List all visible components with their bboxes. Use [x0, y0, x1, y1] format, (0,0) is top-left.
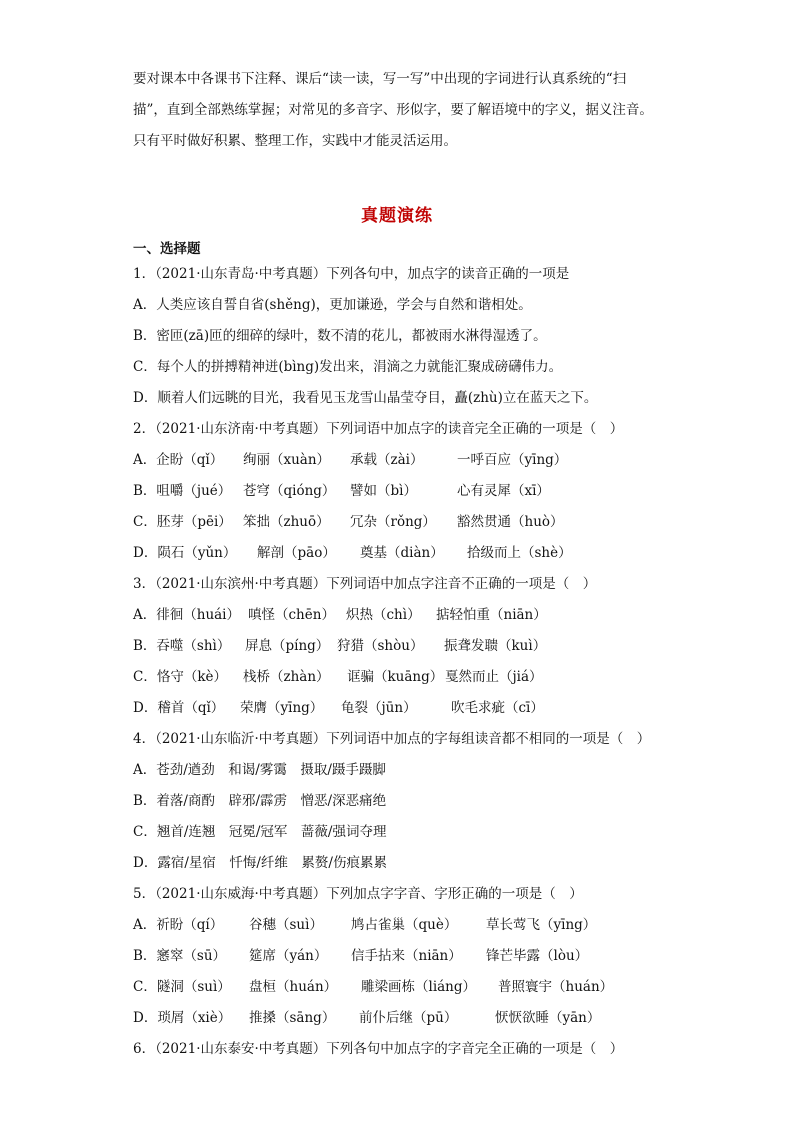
option-word: C．隧洞（suì） — [133, 979, 231, 995]
option-word: 振聋发聩（kuì） — [444, 638, 547, 654]
option-word: 嗔怪（chēn） — [248, 607, 335, 623]
option-word: 恹恹欲睡（yān） — [495, 1010, 601, 1026]
option-word: 承载（zài） — [350, 452, 424, 468]
option-word: B．窸窣（sū） — [133, 948, 227, 964]
option-word: 盘桓（huán） — [249, 979, 338, 995]
option-word: 信手拈来（niān） — [351, 948, 462, 964]
question-stem: 1．（2021·山东青岛·中考真题）下列各句中，加点字的读音正确的一项是 — [133, 266, 570, 282]
question-option — [133, 910, 693, 941]
option-word: B．吞噬（shì） — [133, 638, 231, 654]
intro-paragraph — [133, 64, 673, 157]
section-title: 真题演练 — [361, 206, 433, 226]
option-word: 诓骗（kuāng） — [347, 669, 444, 685]
question-option: B．着落/商酌 辟邪/霹雳 憎恶/深恶痛绝 — [133, 793, 387, 809]
option-word: A．企盼（qǐ） — [133, 452, 224, 468]
question-stem: 3．（2021·山东滨州·中考真题）下列词语中加点字注音不正确的一项是（ ） — [133, 576, 597, 592]
option-word: 一呼百应（yīng） — [457, 452, 568, 468]
intro-line: 只有平时做好积累、整理工作，实践中才能灵活运用。 — [133, 133, 457, 149]
option-word: 谷穗（suì） — [249, 917, 323, 933]
option-word: 笨拙（zhuō） — [243, 514, 330, 530]
question-stem: 5．（2021·山东威海·中考真题）下列加点字字音、字形正确的一项是（ ） — [133, 886, 583, 902]
question-option — [133, 600, 693, 631]
part-heading: 一、选择题 — [133, 241, 201, 257]
option-word: 苍穹（qióng） — [243, 483, 336, 499]
question-option: B．密匝(zā)匝的细碎的绿叶，数不清的花儿，都被雨水淋得湿透了。 — [133, 328, 547, 344]
option-word: 冗杂（rǒng） — [350, 514, 436, 530]
question-option — [133, 445, 693, 476]
question-option — [133, 538, 693, 569]
option-word: 荣膺（yīng） — [240, 700, 324, 716]
option-word: C．恪守（kè） — [133, 669, 227, 685]
option-word: 龟裂（jūn） — [341, 700, 417, 716]
question-option — [133, 631, 693, 662]
option-word: D．陨石（yǔn） — [133, 545, 237, 561]
option-word: 屏息（píng） — [245, 638, 330, 654]
question-option — [133, 693, 693, 724]
question-option: C．翘首/连翘 冠冕/冠军 蔷薇/强词夺理 — [133, 824, 387, 840]
option-word: 解剖（pāo） — [257, 545, 336, 561]
question-option — [133, 972, 693, 1003]
option-word: 狩猎（shòu） — [337, 638, 424, 654]
question-stem: 4．（2021·山东临沂·中考真题）下列词语中加点的字每组读音都不相同的一项是（ ） — [133, 731, 651, 747]
option-word: 栈桥（zhàn） — [243, 669, 330, 685]
option-word: 奠基（diàn） — [360, 545, 444, 561]
question-option — [133, 476, 693, 507]
intro-line: 要对课本中各课书下注释、课后“读一读，写一写”中出现的字词进行认真系统的“扫 — [133, 71, 627, 87]
option-word: D．稽首（qǐ） — [133, 700, 225, 716]
question-stem: 2．（2021·山东济南·中考真题）下列词语中加点字的读音完全正确的一项是（ ） — [133, 421, 624, 437]
option-word: C．胚芽（pēi） — [133, 514, 232, 530]
option-word: 草长莺飞（yīng） — [486, 917, 597, 933]
question-stem: 6．（2021·山东泰安·中考真题）下列各句中加点字的字音完全正确的一项是（ ） — [133, 1041, 624, 1057]
question-option: D．露宿/星宿 忏悔/纤维 累赘/伤痕累累 — [133, 855, 387, 871]
option-word: 心有灵犀（xī） — [457, 483, 550, 499]
option-word: 吹毛求疵（cī） — [451, 700, 544, 716]
option-word: 譬如（bì） — [350, 483, 417, 499]
option-word: A．徘徊（huái） — [133, 607, 241, 623]
question-list — [133, 259, 693, 1065]
question-option: C．每个人的拼搏精神迸(bìng)发出来，涓滴之力就能汇聚成磅礴伟力。 — [133, 359, 563, 375]
option-word: 雕梁画栋（liáng） — [361, 979, 477, 995]
option-word: 普照寰宇（huán） — [498, 979, 614, 995]
option-word: 拾级而上（shè） — [467, 545, 572, 561]
option-word: 炽热（chì） — [346, 607, 421, 623]
option-word: 戛然而止（jiá） — [445, 669, 543, 685]
option-word: 豁然贯通（huò） — [457, 514, 564, 530]
option-word: 掂轻怕重（niān） — [436, 607, 547, 623]
option-word: 绚丽（xuàn） — [243, 452, 331, 468]
option-word: 前仆后继（pū） — [359, 1010, 458, 1026]
question-option — [133, 662, 693, 693]
question-option: A．人类应该自誓自省(shěng)，更加谦逊，学会与自然和谐相处。 — [133, 297, 532, 313]
question-option — [133, 1003, 693, 1034]
option-word: A．祈盼（qí） — [133, 917, 224, 933]
question-option — [133, 941, 693, 972]
option-word: 鸠占雀巢（què） — [351, 917, 458, 933]
option-word: D．琐屑（xiè） — [133, 1010, 232, 1026]
option-word: B．咀嚼（jué） — [133, 483, 232, 499]
intro-line: 描”，直到全部熟练掌握；对常见的多音字、形似字，要了解语境中的字义，据义注音。 — [133, 102, 653, 118]
question-option: D．顺着人们远眺的目光，我看见玉龙雪山晶莹夺目，矗(zhù)立在蓝天之下。 — [133, 390, 598, 406]
question-option: A．苍劲/遒劲 和谒/雾霭 摄取/蹑手蹑脚 — [133, 762, 386, 778]
option-word: 筵席（yán） — [249, 948, 328, 964]
option-word: 锋芒毕露（lòu） — [486, 948, 589, 964]
question-option — [133, 507, 693, 538]
option-word: 推搡（sāng） — [249, 1010, 336, 1026]
